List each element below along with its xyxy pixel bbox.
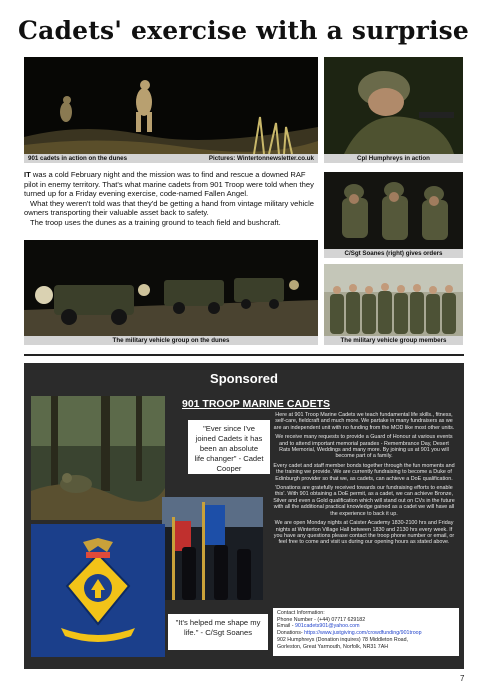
page-number: 7 [460,674,465,683]
photo-cadets-dunes [24,57,318,154]
contact-phone: Phone Number - (+44) 07717 629182 [277,616,366,623]
right-mid-caption-bar [324,249,463,258]
info-paragraph-1: Here at 901 Troop Marine Cadets we teach fundamental life skills., fitness, self-care, fieldcraft and much more. We partake in many fundraisers as we are an independent unit with no funding from the MOD like most other units. [273,412,455,431]
bottom-left-caption: The military vehicle group on the dunes [112,337,230,344]
contact-donations-label: Donations- [277,630,305,637]
contact-email-label: Email - [277,623,295,630]
troop-info-text [273,412,455,549]
quote-cadet-cooper: "Ever since I've joined Cadets it has been an absolute life changer" - Cadet Cooper [188,420,270,474]
photo-credit: Pictures: Wintertonnewsletter.co.uk [208,155,314,162]
bottom-right-caption: The military vehicle group members [340,337,447,344]
photo-parade [162,497,263,600]
bottom-right-caption-bar [324,336,463,345]
info-paragraph-5: We are open Monday nights at Caister Academy 1830-2100 hrs and Friday nights at Winterton Village Hall between 1830 and 2130 hrs every week. If you have any questions please contact the troop phone number or email, or feel free to come and visit us during our opening hours as stated above. [273,520,455,546]
article-lead-word: IT [24,170,31,179]
contact-donations-link[interactable]: https://www.justgiving.com/crowdfunding/901troop [304,630,422,637]
parade-illustration [162,497,263,600]
contact-address-line-2: Gorleston, Great Yarmouth, Norfolk, NR31 7AH [277,643,389,650]
contact-email-line [277,623,455,630]
photo-vehicle-group-dunes [24,240,318,336]
article-paragraph-3: The troop uses the dunes as a training ground to teach field and bushcraft. [30,217,281,227]
main-photo-caption-bar [24,154,318,163]
right-top-caption-bar [324,154,463,163]
contact-info-box [273,608,459,656]
contact-email-link[interactable]: 901cadets901@yahoo.com [294,623,360,630]
contact-address-line-1: 902 Humphreys (Donation inquires) 78 Middleton Road, [277,636,409,643]
vehicles-night-illustration [24,240,318,336]
article-paragraph-2: What they weren't told was that they'd be getting a hand from vintage military vehicle owners transporting their valuable asset back to safety. [24,198,315,218]
soldier-closeup-illustration [324,57,463,154]
article-paragraph-1 [24,170,320,199]
main-photo-caption: 901 cadets in action on the dunes [28,155,128,162]
marine-cadets-badge [31,524,165,657]
quote-csgt-soanes: "It's helped me shape my life." - C/Sgt Soanes [168,614,268,650]
soldiers-group-illustration [324,172,463,249]
contact-heading: Contact Information: [277,610,325,616]
info-paragraph-2: We receive many requests to provide a Guard of Honour at various events and to attend important memorial parades - Remembrance Day, Desert Rats Memorial, Weddings and many more. By joining us at 901 you will become part of a family. [275,434,453,460]
photo-csgt-soanes [324,172,463,249]
sponsored-title: Sponsored [210,371,278,386]
group-members-illustration [324,264,463,336]
forest-scene-illustration [31,396,165,520]
info-paragraph-3: Every cadet and staff member bonds together through the fun moments and the training we provide. We are currently fundraising to become a Duke of Edinburgh provider so that we, as cadets, can achieve a DoE qualification. [273,462,455,482]
photo-cpl-humphreys [324,57,463,154]
troop-title: 901 TROOP MARINE CADETS [182,398,330,410]
right-top-caption: Cpl Humphreys in action [357,155,430,162]
right-mid-caption: C/Sgt Soanes (right) gives orders [344,250,443,257]
page-headline: Cadets' exercise with a surprise [17,16,470,45]
article-body [24,170,320,228]
bottom-left-caption-bar [24,336,318,345]
section-divider [24,354,464,356]
badge-emblem-icon [31,524,165,657]
info-paragraph-4: 'Donations are gratefully received towards our fundraising efforts to enable this'. With 901 obtaining a DoE permit, as a cadet, we can achieve Bronze, Silver and even a Gold qualification which will stand out on CVs in the future with all the additional practical knowledge gained as a cadet we will have all the experience to back it up. [273,485,455,517]
contact-donations-line [277,630,455,637]
photo-cadet-forest [31,396,165,520]
night-scene-illustration [24,57,318,154]
photo-vehicle-group-members [324,264,463,336]
article-p1-text: was a cold February night and the mission was to find and rescue a downed RAF pilot in enemy territory. That's what marine cadets from 901 Troop were told when they turned up for a Friday evening exercise, code-named Fallen Angel. [24,170,314,199]
